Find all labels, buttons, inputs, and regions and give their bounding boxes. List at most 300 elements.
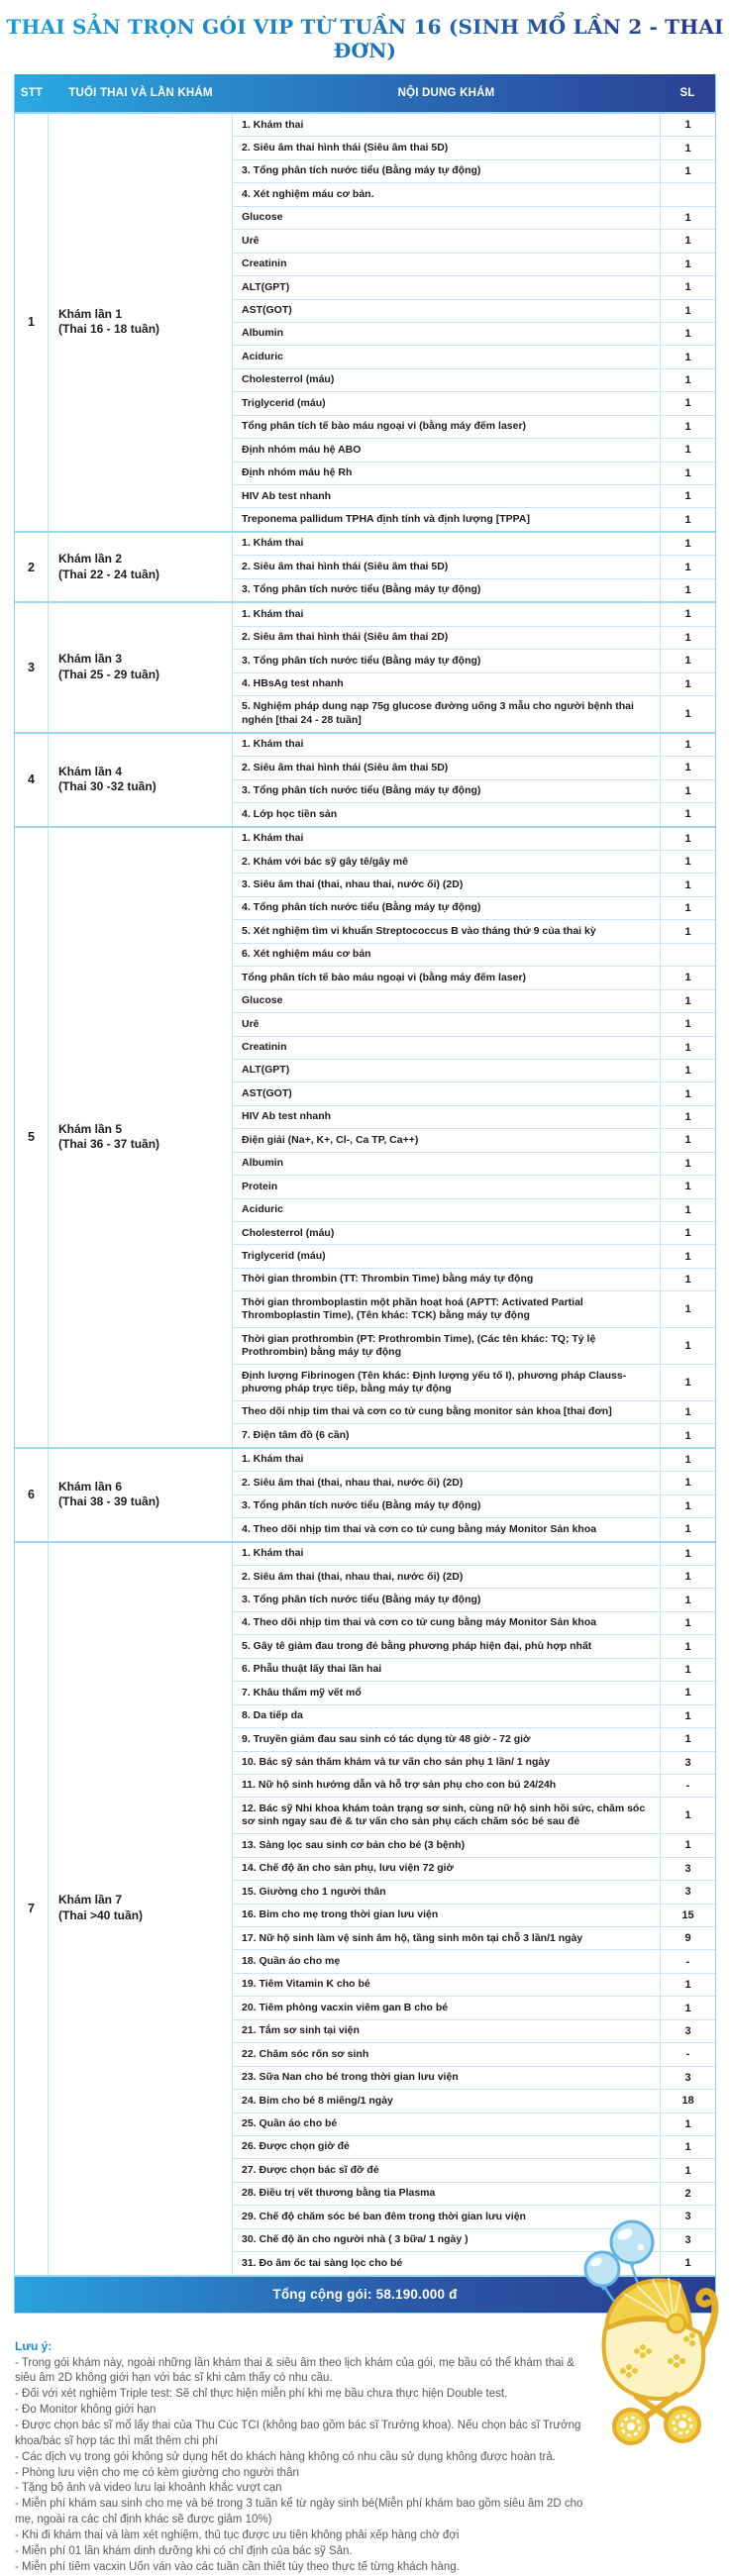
stroller-illustration — [579, 2213, 728, 2448]
exam-item-qty: 1 — [660, 254, 715, 275]
exam-item-text: 24. Bỉm cho bé 8 miếng/1 ngày — [242, 2094, 393, 2107]
exam-item-qty: 1 — [660, 1013, 715, 1035]
exam-item-row — [233, 1059, 715, 1082]
exam-item-row — [233, 1973, 715, 1996]
exam-item-row — [233, 828, 715, 850]
exam-item-qty: 1 — [660, 323, 715, 345]
exam-item-text: 9. Truyền giảm đau sau sinh có tác dụng từ 48 giờ - 72 giờ — [242, 1732, 531, 1745]
exam-item-text: 12. Bác sỹ Nhi khoa khám toàn trạng sơ sinh, cùng nữ hộ sinh hồi sức, chăm sóc sơ sinh ngay sau đẻ & tư vấn cho sản phụ cách chăm sóc bé sau đẻ — [242, 1802, 646, 1828]
exam-item-row — [233, 1658, 715, 1681]
exam-item-qty: 1 — [660, 1472, 715, 1494]
exam-item-qty: 1 — [660, 920, 715, 942]
visit-cell — [49, 828, 233, 1447]
exam-item-text: 18. Quần áo cho mẹ — [242, 1954, 341, 1967]
exam-item-text: 6. Xét nghiệm máu cơ bản — [242, 948, 371, 961]
exam-item-text: 14. Chế độ ăn cho sản phụ, lưu viện 72 giờ — [242, 1862, 455, 1875]
exam-item-text: 26. Được chọn giờ đẻ — [242, 2140, 350, 2153]
exam-item-text: 23. Sữa Nan cho bé trong thời gian lưu viện — [242, 2071, 459, 2084]
notes-section — [15, 2339, 594, 2576]
exam-item-text: Urê — [242, 1017, 260, 1030]
exam-item-row — [233, 1244, 715, 1267]
exam-item-qty: 15 — [660, 1905, 715, 1926]
exam-item-qty: 1 — [660, 1974, 715, 1996]
visit-label: Khám lần 3 — [58, 652, 123, 667]
exam-item-text: 2. Siêu âm thai hình thái (Siêu âm thai 2D) — [242, 631, 449, 644]
exam-item-qty: 1 — [660, 230, 715, 252]
exam-item-text: 3. Tổng phân tích nước tiểu (Bằng máy tự động) — [242, 164, 481, 177]
exam-item-text: 1. Khám thai — [242, 1547, 304, 1560]
exam-item-qty: 1 — [660, 780, 715, 802]
header-cell-qty: SL — [679, 87, 695, 99]
exam-item-row — [233, 1364, 715, 1400]
stt-cell: 3 — [15, 603, 49, 732]
exam-item-row — [233, 2158, 715, 2181]
exam-item-text: 4. Theo dõi nhịp tim thai và cơn co tử cung bằng máy Monitor Sản khoa — [242, 1616, 597, 1629]
total-label: Tổng cộng gói: 58.190.000 đ — [272, 2287, 458, 2303]
exam-item-row — [233, 182, 715, 205]
exam-item-row — [233, 1634, 715, 1657]
note-item: - Miễn phí khám sau sinh cho mẹ và bé trong 3 tuần kể từ ngày sinh bé(Miễn phí khám bao gồm siêu âm 2D cho mẹ, ngoài ra các chỉ định khác sẽ được giảm 10%) — [15, 2498, 583, 2526]
exam-item-text: Creatinin — [242, 258, 287, 270]
note-item: - Được chọn bác sĩ mổ lấy thai của Thu Cúc TCI (không bao gồm bác sĩ Trưởng khoa). Nếu chọn bác sĩ Trưởng khoa/bác sĩ hợp tác thì mất thêm chi phí — [15, 2420, 581, 2447]
exam-items — [233, 828, 715, 1447]
exam-item-row — [233, 1494, 715, 1517]
exam-item-text: Treponema pallidum TPHA định tính và định lượng [TPPA] — [242, 512, 530, 525]
note-item: - Đo Monitor không giới hạn — [15, 2404, 156, 2417]
exam-item-qty: 1 — [660, 734, 715, 756]
exam-item-text: HIV Ab test nhanh — [242, 1110, 332, 1123]
exam-item-qty: 1 — [660, 463, 715, 484]
table-row — [15, 732, 715, 826]
exam-item-qty: 1 — [660, 650, 715, 671]
exam-item-text: Cholesterrol (máu) — [242, 1226, 335, 1239]
exam-item-row — [233, 734, 715, 756]
exam-item-row — [233, 1517, 715, 1540]
exam-item-row — [233, 345, 715, 367]
exam-item-row — [233, 1774, 715, 1797]
exam-item-row — [233, 1449, 715, 1471]
exam-item-row — [233, 1751, 715, 1774]
note-item: - Khi đi khám thai và làm xét nghiệm, thủ tục được ưu tiên không phải xếp hàng chờ đợi — [15, 2529, 460, 2542]
exam-item-text: 1. Khám thai — [242, 832, 304, 845]
visit-cell — [49, 603, 233, 732]
package-table — [14, 74, 716, 2314]
exam-item-text: 19. Tiêm Vitamin K cho bé — [242, 1978, 370, 1991]
exam-item-text: Aciduric — [242, 1203, 284, 1216]
exam-item-row — [233, 2019, 715, 2042]
exam-item-qty: 1 — [660, 1705, 715, 1727]
stt-cell: 4 — [15, 734, 49, 826]
exam-item-row — [233, 802, 715, 825]
exam-item-text: 1. Khám thai — [242, 537, 304, 550]
exam-item-text: 31. Đo âm ốc tai sàng lọc cho bé — [242, 2256, 403, 2269]
exam-item-row — [233, 1221, 715, 1244]
exam-item-qty: 1 — [660, 1798, 715, 1833]
exam-item-text: 10. Bác sỹ sản thăm khám và tư vấn cho sản phụ 1 lần/ 1 ngày — [242, 1756, 551, 1768]
exam-item-qty: 1 — [660, 160, 715, 182]
exam-item-qty: 1 — [660, 1589, 715, 1610]
exam-item-qty: 3 — [660, 2067, 715, 2089]
exam-item-qty: 1 — [660, 1082, 715, 1104]
exam-item-row — [233, 1704, 715, 1727]
note-item: - Phòng lưu viện cho mẹ có kèm giường cho người thân — [15, 2466, 299, 2479]
exam-item-row — [233, 1833, 715, 1856]
exam-item-text: 5. Nghiệm pháp dung nạp 75g glucose đường uống 3 mẫu cho người bệnh thai nghén [thai 24 - 28 tuần] — [242, 700, 634, 726]
visit-cell — [49, 734, 233, 826]
exam-item-row — [233, 1926, 715, 1949]
exam-item-qty: 1 — [660, 1518, 715, 1540]
exam-item-text: Albumin — [242, 327, 283, 340]
exam-item-row — [233, 756, 715, 778]
note-item: - Trong gói khám này, ngoài những lần khám thai & siêu âm theo lịch khám của gói, mẹ bầu có thể khám thai & siêu âm 2D không giới hạn với bác sĩ khi cảm thấy có nhu cầu. — [15, 2356, 574, 2385]
exam-item-text: 4. Tổng phân tích nước tiểu (Bằng máy tự động) — [242, 901, 481, 914]
exam-item-text: 1. Khám thai — [242, 118, 304, 131]
exam-item-qty: 1 — [660, 2113, 715, 2135]
exam-item-qty: 1 — [660, 1543, 715, 1565]
exam-item-qty: 1 — [660, 207, 715, 229]
exam-item-text: 21. Tắm sơ sinh tại viện — [242, 2024, 360, 2037]
exam-item-row — [233, 603, 715, 625]
note-item: - Tặng bộ ảnh và video lưu lại khoảnh khắc vượt cạn — [15, 2482, 282, 2495]
exam-item-text: 17. Nữ hộ sinh làm vệ sinh âm hộ, tầng sinh môn tại chỗ 3 lần/1 ngày — [242, 1931, 583, 1944]
exam-item-text: 4. HBsAg test nhanh — [242, 677, 344, 689]
exam-item-qty: 1 — [660, 967, 715, 988]
exam-item-row — [233, 438, 715, 461]
table-row — [15, 601, 715, 732]
exam-item-qty: 1 — [660, 1291, 715, 1327]
exam-item-row — [233, 989, 715, 1012]
exam-item-row — [233, 253, 715, 275]
table-header — [15, 74, 715, 112]
exam-item-text: Cholesterrol (máu) — [242, 373, 335, 386]
stt-cell: 5 — [15, 828, 49, 1447]
exam-item-row — [233, 462, 715, 484]
exam-item-qty: 3 — [660, 2229, 715, 2251]
table-row — [15, 112, 715, 531]
exam-item-text: 22. Chăm sóc rốn sơ sinh — [242, 2047, 369, 2060]
exam-item-row — [233, 649, 715, 671]
exam-item-qty: 1 — [660, 579, 715, 601]
exam-item-qty: 1 — [660, 1269, 715, 1290]
exam-item-row — [233, 1588, 715, 1610]
exam-item-qty: 1 — [660, 1365, 715, 1400]
exam-item-row — [233, 114, 715, 136]
exam-item-text: 11. Nữ hộ sinh hướng dẫn và hỗ trợ sản phụ cho con bú 24/24h — [242, 1779, 557, 1792]
exam-item-qty: 1 — [660, 1106, 715, 1128]
visit-range: (Thai 22 - 24 tuần) — [58, 567, 160, 581]
visit-cell — [49, 533, 233, 601]
exam-item-qty: 1 — [660, 1129, 715, 1151]
exam-item-text: 4. Xét nghiệm máu cơ bản. — [242, 187, 374, 200]
exam-item-text: Định lượng Fibrinogen (Tên khác: Định lượng yếu tố I), phương pháp Clauss- phương pháp trực tiếp, bằng máy tự động — [242, 1369, 627, 1394]
exam-item-text: 15. Giường cho 1 người thân — [242, 1885, 386, 1898]
visit-range: (Thai 16 - 18 tuần) — [58, 322, 160, 337]
exam-item-row — [233, 695, 715, 732]
exam-item-row — [233, 1082, 715, 1104]
table-row — [15, 826, 715, 1447]
exam-item-qty: - — [660, 1950, 715, 1972]
exam-item-qty — [660, 183, 715, 205]
exam-item-row — [233, 136, 715, 158]
exam-item-qty: 1 — [660, 114, 715, 136]
exam-item-text: 1. Khám thai — [242, 607, 304, 620]
exam-item-row — [233, 1727, 715, 1750]
exam-item-qty: 1 — [660, 874, 715, 895]
exam-item-text: Aciduric — [242, 350, 284, 362]
visit-label: Khám lần 6 — [58, 1479, 123, 1494]
pram-wheel — [614, 2410, 648, 2443]
exam-item-qty: 1 — [660, 2159, 715, 2181]
exam-item-row — [233, 2066, 715, 2089]
exam-item-text: 2. Siêu âm thai hình thái (Siêu âm thai 5D) — [242, 560, 449, 572]
exam-item-qty: 1 — [660, 1060, 715, 1082]
stt-cell: 7 — [15, 1543, 49, 2275]
header-cell-age: TUỔI THAI VÀ LẦN KHÁM — [68, 87, 213, 99]
exam-items — [233, 734, 715, 826]
exam-item-text: 16. Bỉm cho mẹ trong thời gian lưu viện — [242, 1908, 439, 1921]
exam-item-row — [233, 368, 715, 391]
balloon-icon — [585, 2252, 619, 2291]
exam-item-row — [233, 1423, 715, 1446]
exam-item-qty: 2 — [660, 2183, 715, 2205]
notes-list — [15, 2356, 594, 2576]
exam-item-qty: 1 — [660, 1176, 715, 1197]
header-cell-stt: STT — [20, 87, 44, 99]
visit-cell — [49, 1543, 233, 2275]
exam-item-row — [233, 1152, 715, 1175]
visit-range: (Thai 25 - 29 tuần) — [58, 668, 160, 681]
exam-item-qty: 1 — [660, 1199, 715, 1221]
exam-item-row — [233, 322, 715, 345]
exam-item-qty: 1 — [660, 2136, 715, 2158]
exam-item-row — [233, 896, 715, 919]
exam-item-row — [233, 578, 715, 601]
exam-item-row — [233, 672, 715, 695]
exam-item-text: 1. Khám thai — [242, 738, 304, 751]
exam-item-row — [233, 484, 715, 507]
stt-cell: 2 — [15, 533, 49, 601]
exam-item-row — [233, 275, 715, 298]
table-row — [15, 1541, 715, 2275]
exam-item-row — [233, 1543, 715, 1565]
exam-item-text: 3. Tổng phân tích nước tiểu (Bằng máy tự động) — [242, 654, 481, 667]
exam-item-qty: 1 — [660, 1682, 715, 1703]
exam-item-qty: 1 — [660, 673, 715, 695]
exam-item-qty: 1 — [660, 696, 715, 732]
exam-item-qty: 3 — [660, 2206, 715, 2227]
exam-items — [233, 1543, 715, 2275]
exam-item-qty — [660, 944, 715, 966]
exam-item-qty: 1 — [660, 1659, 715, 1681]
exam-item-text: 2. Siêu âm thai (thai, nhau thai, nước ối) (2D) — [242, 1570, 464, 1583]
exam-item-qty: 1 — [660, 1222, 715, 1244]
exam-item-text: Tổng phân tích tế bào máu ngoại vi (bằng máy đếm laser) — [242, 420, 527, 433]
exam-item-text: Urê — [242, 234, 260, 247]
visit-label: Khám lần 2 — [58, 551, 123, 566]
exam-item-row — [233, 2135, 715, 2158]
exam-item-row — [233, 1105, 715, 1128]
exam-item-text: 4. Lớp học tiền sản — [242, 807, 338, 820]
exam-item-qty: 1 — [660, 369, 715, 391]
exam-item-text: 29. Chế độ chăm sóc bé ban đêm trong thời gian lưu viện — [242, 2210, 526, 2222]
exam-item-text: 2. Siêu âm thai hình thái (Siêu âm thai 5D) — [242, 761, 449, 773]
visit-range: (Thai >40 tuần) — [58, 1908, 144, 1923]
exam-item-text: 2. Siêu âm thai (thai, nhau thai, nước ối) (2D) — [242, 1476, 464, 1489]
exam-item-row — [233, 873, 715, 895]
stt-cell: 1 — [15, 114, 49, 531]
header-cell-content: NỘI DUNG KHÁM — [397, 87, 495, 99]
pram-body — [604, 2278, 704, 2399]
exam-item-row — [233, 1857, 715, 1880]
exam-item-qty: 1 — [660, 603, 715, 625]
exam-item-row — [233, 943, 715, 966]
exam-item-qty: 1 — [660, 1635, 715, 1657]
exam-item-text: 3. Siêu âm thai (thai, nhau thai, nước ối) (2D) — [242, 877, 464, 890]
exam-item-text: AST(GOT) — [242, 304, 292, 316]
exam-item-qty: 3 — [660, 1881, 715, 1903]
exam-item-qty: 1 — [660, 828, 715, 850]
exam-item-text: 20. Tiêm phòng vacxin viêm gan B cho bé — [242, 2001, 449, 2013]
visit-label: Khám lần 5 — [58, 1121, 123, 1136]
exam-item-qty: - — [660, 1775, 715, 1797]
exam-item-qty: 1 — [660, 300, 715, 322]
note-item: - Các dịch vụ trong gói không sử dụng hết do khách hàng không có nhu cầu sử dụng không được hoàn trả. — [15, 2450, 556, 2463]
exam-item-qty: 1 — [660, 990, 715, 1012]
exam-item-qty: 1 — [660, 897, 715, 919]
exam-item-qty: 1 — [660, 1449, 715, 1471]
exam-item-row — [233, 1797, 715, 1833]
visit-cell — [49, 1449, 233, 1541]
exam-item-row — [233, 206, 715, 229]
exam-item-text: Glucose — [242, 994, 283, 1007]
exam-item-qty: 1 — [660, 137, 715, 158]
exam-item-row — [233, 779, 715, 802]
exam-item-row — [233, 850, 715, 873]
exam-item-qty: 1 — [660, 1495, 715, 1517]
note-item: - Đối với xét nghiệm Triple test: Sẽ chỉ thực hiện miễn phí khi mẹ bầu chưa thực hiện Double test. — [15, 2388, 508, 2401]
exam-item-row — [233, 415, 715, 438]
exam-item-qty: 1 — [660, 392, 715, 414]
exam-item-text: ALT(GPT) — [242, 280, 290, 293]
exam-item-text: 27. Được chọn bác sĩ đỡ đẻ — [242, 2163, 379, 2176]
visit-range: (Thai 38 - 39 tuần) — [58, 1494, 160, 1509]
exam-item-qty: 1 — [660, 1566, 715, 1588]
exam-item-row — [233, 1400, 715, 1423]
exam-item-row — [233, 2182, 715, 2205]
exam-item-qty: 1 — [660, 485, 715, 507]
exam-item-text: 28. Điều trị vết thương bằng tia Plasma — [242, 2187, 436, 2200]
exam-item-text: HIV Ab test nhanh — [242, 489, 332, 502]
exam-item-row — [233, 1949, 715, 1972]
exam-item-qty: 3 — [660, 2020, 715, 2042]
note-item: - Miễn phí 01 lần khám dinh dưỡng khi có chỉ định của bác sỹ Sản. — [15, 2544, 353, 2557]
exam-item-text: Tổng phân tích tế bào máu ngoại vi (bằng máy đếm laser) — [242, 971, 527, 983]
exam-item-row — [233, 1175, 715, 1197]
exam-item-row — [233, 1198, 715, 1221]
exam-item-text: 5. Gây tê giảm đau trong đẻ bằng phương pháp hiện đại, phù hợp nhất — [242, 1639, 592, 1652]
exam-item-text: 2. Siêu âm thai hình thái (Siêu âm thai 5D) — [242, 141, 449, 154]
visit-label: Khám lần 1 — [58, 306, 123, 321]
exam-item-row — [233, 533, 715, 555]
exam-item-row — [233, 1681, 715, 1703]
exam-item-row — [233, 2112, 715, 2135]
exam-item-text: Thời gian prothrombin (PT: Prothrombin Time), (Các tên khác: TQ; Tỷ lệ Prothrombin) bằng máy tự động — [242, 1332, 596, 1359]
exam-items — [233, 1449, 715, 1541]
exam-item-text: Định nhóm máu hệ ABO — [242, 443, 362, 456]
exam-item-qty: 1 — [660, 346, 715, 367]
exam-item-row — [233, 159, 715, 182]
exam-item-qty: 1 — [660, 1728, 715, 1750]
exam-item-text: Điện giải (Na+, K+, Cl-, Ca TP, Ca++) — [242, 1133, 419, 1146]
exam-item-row — [233, 966, 715, 988]
exam-item-row — [233, 1327, 715, 1364]
exam-item-text: ALT(GPT) — [242, 1064, 290, 1077]
exam-item-qty: 1 — [660, 1245, 715, 1267]
exam-item-text: 13. Sàng lọc sau sinh cơ bản cho bé (3 bệnh) — [242, 1838, 466, 1851]
exam-item-qty: 1 — [660, 533, 715, 555]
exam-item-qty: 1 — [660, 1424, 715, 1446]
exam-item-text: 8. Da tiếp da — [242, 1709, 303, 1722]
table-body — [15, 112, 715, 2275]
page-title: THAI SẢN TRỌN GÓI VIP TỪ TUẦN 16 (SINH MỔ LẦN 2 - THAI ĐƠN) — [0, 0, 730, 62]
exam-item-qty: 18 — [660, 2090, 715, 2112]
exam-item-qty: 1 — [660, 1037, 715, 1059]
exam-item-row — [233, 919, 715, 942]
exam-item-qty: 1 — [660, 2252, 715, 2274]
exam-item-qty: 9 — [660, 1927, 715, 1949]
exam-item-row — [233, 1128, 715, 1151]
exam-item-qty: 1 — [660, 1153, 715, 1175]
exam-item-text: 5. Xét nghiệm tìm vi khuẩn Streptococcus B vào tháng thứ 9 của thai kỳ — [242, 924, 596, 937]
exam-item-qty: 3 — [660, 1858, 715, 1880]
exam-item-text: 30. Chế độ ăn cho người nhà ( 3 bữa/ 1 ngày ) — [242, 2233, 469, 2246]
exam-item-text: 3. Tổng phân tích nước tiểu (Bằng máy tự động) — [242, 583, 481, 596]
exam-item-row — [233, 1012, 715, 1035]
exam-item-row — [233, 626, 715, 649]
exam-item-qty: 1 — [660, 757, 715, 778]
exam-item-qty: 1 — [660, 1401, 715, 1423]
visit-range: (Thai 30 -32 tuần) — [58, 779, 156, 794]
exam-item-text: Thời gian thromboplastin một phần hoạt hoá (APTT: Activated Partial Thromboplastin Time), (Tên khác: TCK) bằng máy tự động — [242, 1295, 583, 1322]
exam-item-text: Creatinin — [242, 1041, 287, 1053]
exam-items — [233, 114, 715, 531]
exam-items — [233, 533, 715, 601]
exam-item-row — [233, 1290, 715, 1327]
exam-item-text: 3. Tổng phân tích nước tiểu (Bằng máy tự động) — [242, 784, 481, 797]
exam-item-row — [233, 1471, 715, 1494]
exam-item-qty: 1 — [660, 627, 715, 649]
exam-item-qty: 1 — [660, 1328, 715, 1364]
exam-item-row — [233, 1611, 715, 1634]
exam-item-text: Protein — [242, 1180, 278, 1192]
exam-item-text: AST(GOT) — [242, 1086, 292, 1099]
exam-item-row — [233, 229, 715, 252]
exam-item-row — [233, 1904, 715, 1926]
exam-item-qty: 1 — [660, 1612, 715, 1634]
exam-item-row — [233, 391, 715, 414]
exam-item-row — [233, 1996, 715, 2018]
exam-item-text: 1. Khám thai — [242, 1453, 304, 1466]
exam-item-row — [233, 1268, 715, 1290]
visit-label: Khám lần 7 — [58, 1893, 123, 1907]
visit-cell — [49, 114, 233, 531]
exam-item-text: Triglycerid (máu) — [242, 1249, 326, 1262]
note-item: - Miễn phí tiêm vacxin Uốn ván vào các tuần cần thiết tùy theo thực tế từng khách hàng. — [15, 2560, 460, 2573]
notes-heading: Lưu ý: — [15, 2338, 52, 2353]
table-row — [15, 531, 715, 601]
exam-item-text: Thời gian thrombin (TT: Thrombin Time) bằng máy tự động — [242, 1273, 534, 1286]
exam-item-qty: 1 — [660, 439, 715, 461]
